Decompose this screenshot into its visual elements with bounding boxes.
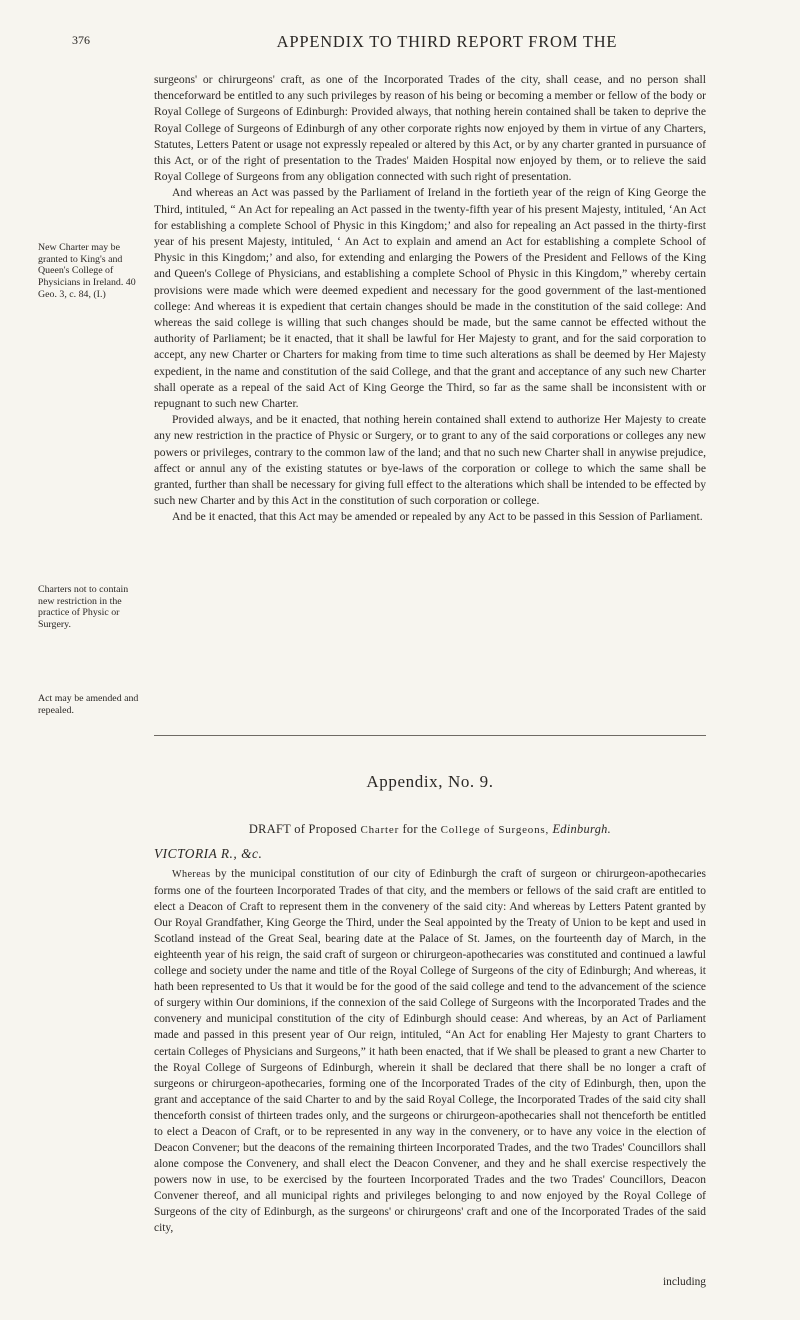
paragraph: surgeons' or chirurgeons' craft, as one of the Incorporated Trades of the city, shall cease, and no person shall thenceforward be entitled to any such privileges by reason of his being or becoming a member or fellow of the body or Royal College of Surgeons of Edinburgh: Provided always, that nothing herein contained shall be taken to deprive the Royal College of Surgeons of Edinburgh of any other corporate rights now enjoyed by them in virtue of any Charters, Statutes, Letters Patent or usage not expressly repealed or altered by this Act, or by any charter granted in pursuance of this Act, or of the right of presentation to the Trades' Maiden Hospital now enjoyed by them, or to relieve the said Royal College of Surgeons from any obligation connected with such right of presentation. xyxy=(154,73,706,184)
draft-college: College of Surgeons, xyxy=(440,824,550,836)
margin-note-new-charter: New Charter may be granted to King's and Queen's College of Physicians in Ireland. 40 Geo. 3, c. 84, (I.) xyxy=(38,242,136,300)
paragraph: Provided always, and be it enacted, that nothing herein contained shall extend to authorize Her Majesty to create any new restriction in the practice of Physic or Surgery, or to grant to any of the said corporations or colleges any new powers or privileges, contrary to the common law of the land; and that no such new Charter shall in anywise prejudice, affect or annul any of the existing statutes or bye-laws of the corporation or college to which the same shall be granted, further than shall be necessary for giving full effect to the alterations which shall be intended to be effected by such new Charter and by this Act in the constitution of such corporation or college. xyxy=(154,413,706,508)
catchword: including xyxy=(662,1276,706,1288)
draft-charter: Charter xyxy=(360,824,400,836)
salutation: VICTORIA R., &c. xyxy=(154,846,263,861)
section-divider xyxy=(154,735,706,736)
charter-text xyxy=(154,866,706,1236)
draft-place: Edinburgh. xyxy=(552,822,612,836)
charter-body: by the municipal constitution of our city of Edinburgh the craft of surgeon or chirurgeon-apothecaries forms one of the fourteen Incorporated Trades of that city, and the members or fellows of the said craft are entitled to elect a Deacon of Craft to represent them in the convenery of the said city: And whereas by Letters Patent granted by Our Royal Grandfather, King George the Third, under the Seal appointed by the Treaty of Union to be kept and used in Scotland instead of the Great Seal, bearing date at the Palace of St. James, on the fourteenth day of March, in the eighteenth year of his reign, the said craft of surgeon or chirurgeon-apothecaries was constituted and continued a lawful college and society under the name and title of the Royal College of Surgeons of the city of Edinburgh; And whereas, it hath been represented to Us that it would be for the good of the said college and tend to the advancement of the science of surgery within Our dominions, if the connexion of the said College of Surgeons with the Incorporated Trades and the convenery and municipal constitution of the city of Edinburgh should cease: And whereas, by an Act of Parliament made and passed in this present year of Our reign, intituled, “An Act for enabling Her Majesty to grant Charters to certain Colleges of Physicians and Surgeons,” it hath been enacted, that if We shall be pleased to grant a new Charter to the Royal College of Surgeons of Edinburgh, wherein it shall be declared that there shall be no longer a craft of surgeons or chirurgeon-apothecaries, forming one of the Incorporated Trades of the city of Edinburgh, then, upon the grant and acceptance of the said Charter to and by the said Royal College, the Incorporated Trades of the said city shall thenceforth consist of thirteen trades only, and the surgeons or chirurgeon-apothecaries shall not thenceforth be entitled to elect a Deacon of Craft, or to be represented in any way in the convenery, or to have any voice in the election of Deacon Convener; but the deacons of the remaining thirteen Incorporated Trades, and the two Trades' Councillors shall alone compose the Convenery, and shall elect the Deacon Convener, and they and he shall exercise respectively the powers now in use, to be exercised by the fourteen Incorporated Trades and the two Trades' Councillors, Deacon Convener thereof, and all municipal rights and privileges belonging to and now enjoyed by the Royal College of Surgeons of the city of Edinburgh, as the surgeons' or chirurgeons' craft and one of the Incorporated Trades of the said city, xyxy=(154,868,707,1235)
running-title: APPENDIX TO THIRD REPORT FROM THE xyxy=(276,32,618,51)
whereas-lead: Whereas xyxy=(172,869,211,880)
act-text xyxy=(154,72,706,526)
paragraph: And be it enacted, that this Act may be amended or repealed by any Act to be passed in this Session of Parliament. xyxy=(172,510,703,524)
margin-note-no-new-restriction: Charters not to contain new restriction in the practice of Physic or Surgery. xyxy=(38,584,129,631)
appendix-title: Appendix, No. 9. xyxy=(366,772,494,791)
margin-note-act-amended: Act may be amended and repealed. xyxy=(38,693,139,716)
paragraph: And whereas an Act was passed by the Parliament of Ireland in the fortieth year of the reign of King George the Third, intituled, “ An Act for repealing an Act passed in the twenty-fifth year of his present Majesty, intituled, ‘An Act for establishing a complete School of Physic in this Kingdom;’ and also for repealing an Act passed in the thirty-first year of his present Majesty, intituled, ‘ An Act to explain and amend an Act for establishing a complete School of Physic in this Kingdom;’ and also, for extending and enlarging the Powers of the President and Fellows of the King and Queen's College of Physicians, and establishing a complete School of Physic in this Kingdom,” whereby certain provisions were made which were deemed expedient and necessary for the good government of the last-mentioned college: And whereas it is expedient that certain changes should be made in the constitution of the said college: And whereas the said college is willing that such changes should be made, but the same cannot be effected without the authority of Parliament; be it enacted, that it shall be lawful for Her Majesty to grant, and for the said corporation to accept, any new Charter or Charters for making from time to time such alterations as shall be deemed by Her Majesty expedient, in the name and constitution of the said College, and that the grant and acceptance of any such new Charter shall operate as a repeal of the said Act of King George the Third, so far as the same shall be inconsistent with or repugnant to such new Charter. xyxy=(154,186,706,411)
draft-middle: for the xyxy=(402,822,438,836)
draft-prefix: DRAFT of Proposed xyxy=(248,822,358,836)
charter-paragraph xyxy=(154,866,706,1236)
page-number: 376 xyxy=(72,33,90,47)
draft-title xyxy=(154,822,706,837)
